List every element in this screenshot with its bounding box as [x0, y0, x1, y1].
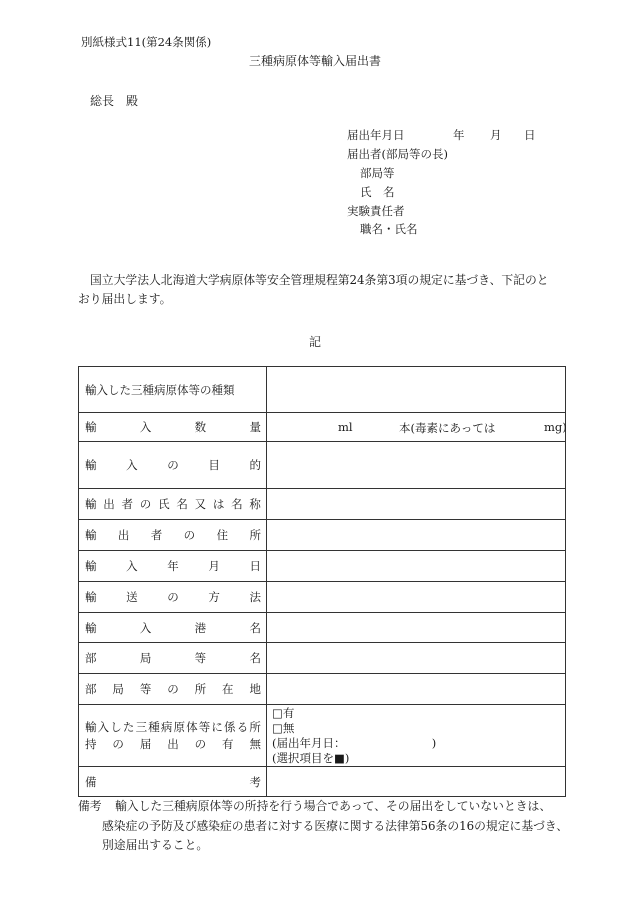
pathogen-type-field[interactable] — [267, 367, 566, 413]
unit-mg: mg) — [544, 420, 567, 434]
row-label-import-date: 輸 入 年 月 日 — [85, 559, 261, 573]
ki-heading: 記 — [308, 335, 321, 349]
notification-date-field[interactable]: (届出年月日： ) — [272, 735, 437, 750]
exporter-address-field[interactable] — [267, 520, 566, 551]
reporter-label: 届出者(部局等の長) — [347, 147, 448, 161]
unit-ml: ml — [338, 420, 353, 434]
department-label: 部局等 — [360, 166, 395, 180]
transport-method-field[interactable] — [267, 582, 566, 613]
row-label-transport-method: 輸 送 の 方 法 — [85, 590, 261, 604]
table-row — [79, 413, 566, 442]
row-label-pathogen-type: 輸入した三種病原体等の種類 — [79, 367, 267, 413]
row-label-purpose: 輸 入 の 目 的 — [85, 458, 261, 472]
table-row — [79, 442, 566, 489]
table-row — [79, 520, 566, 551]
possession-label-line1: 輸 入 し た 三 種 病 原 体 等 に 係 る 所 — [85, 719, 261, 734]
table-row — [79, 367, 566, 413]
row-label-exporter-name: 輸 出 者 の 氏 名 又 は 名 称 — [85, 497, 261, 511]
table-row — [79, 643, 566, 674]
table-row — [79, 613, 566, 643]
month-label: 月 — [490, 128, 502, 142]
position-name-label: 職名・氏名 — [360, 222, 418, 236]
quantity-field[interactable] — [267, 413, 566, 442]
unit-bottles: 本(毒素にあっては — [399, 421, 496, 435]
report-date-line — [347, 127, 536, 143]
notes-section — [78, 797, 568, 856]
notes-line3: 別途届出すること。 — [102, 838, 209, 852]
row-label-remarks: 備 考 — [85, 774, 261, 789]
row-label-quantity: 輸 入 数 量 — [85, 420, 261, 434]
import-date-field[interactable] — [267, 551, 566, 582]
selection-hint: (選択項目を■) — [272, 750, 350, 765]
row-label-import-port: 輸 入 港 名 — [85, 620, 261, 635]
notes-line1: 輸入した三種病原体等の所持を行う場合であって、その届出をしていないときは、 — [115, 799, 552, 813]
table-row — [79, 489, 566, 520]
report-date-label: 届出年月日 — [347, 128, 405, 142]
name-label: 氏 名 — [360, 185, 395, 199]
form-reference: 別紙様式11(第24条関係) — [81, 35, 212, 49]
notes-lead: 備考 — [78, 799, 102, 813]
addressee-name: 総長 — [90, 94, 115, 108]
table-row — [79, 705, 566, 767]
department-name-field[interactable] — [267, 643, 566, 674]
possession-label-line2: 持 の 届 出 の 有 無 — [85, 736, 261, 751]
table-row — [79, 551, 566, 582]
option-no-checkbox[interactable]: □無 — [272, 720, 295, 735]
exporter-name-field[interactable] — [267, 489, 566, 520]
import-form-table — [78, 366, 566, 797]
row-label-possession-notification — [79, 705, 267, 767]
department-location-field[interactable] — [267, 674, 566, 705]
notes-line2: 感染症の予防及び感染症の患者に対する医療に関する法律第56条の16の規定に基づき、 — [102, 818, 569, 833]
addressee — [90, 92, 138, 109]
table-row — [79, 674, 566, 705]
body-paragraph: 国立大学法人北海道大学病原体等安全管理規程第24条第3項の規定に基づき、下記のとおり届出します。 — [78, 273, 549, 306]
purpose-field[interactable] — [267, 442, 566, 489]
year-label: 年 — [453, 128, 465, 142]
day-label: 日 — [524, 128, 536, 142]
possession-options — [267, 705, 566, 767]
remarks-field[interactable] — [267, 767, 566, 797]
import-port-field[interactable] — [267, 613, 566, 643]
table-row — [79, 767, 566, 797]
row-label-department-location: 部 局 等 の 所 在 地 — [85, 682, 261, 696]
row-label-exporter-address: 輸 出 者 の 住 所 — [85, 528, 261, 542]
table-row — [79, 582, 566, 613]
experiment-manager-label: 実験責任者 — [347, 204, 405, 218]
document-title: 三種病原体等輸入届出書 — [248, 54, 381, 68]
addressee-honorific: 殿 — [126, 94, 139, 108]
row-label-department-name: 部 局 等 名 — [85, 651, 261, 665]
option-yes-checkbox[interactable]: □有 — [272, 705, 295, 720]
